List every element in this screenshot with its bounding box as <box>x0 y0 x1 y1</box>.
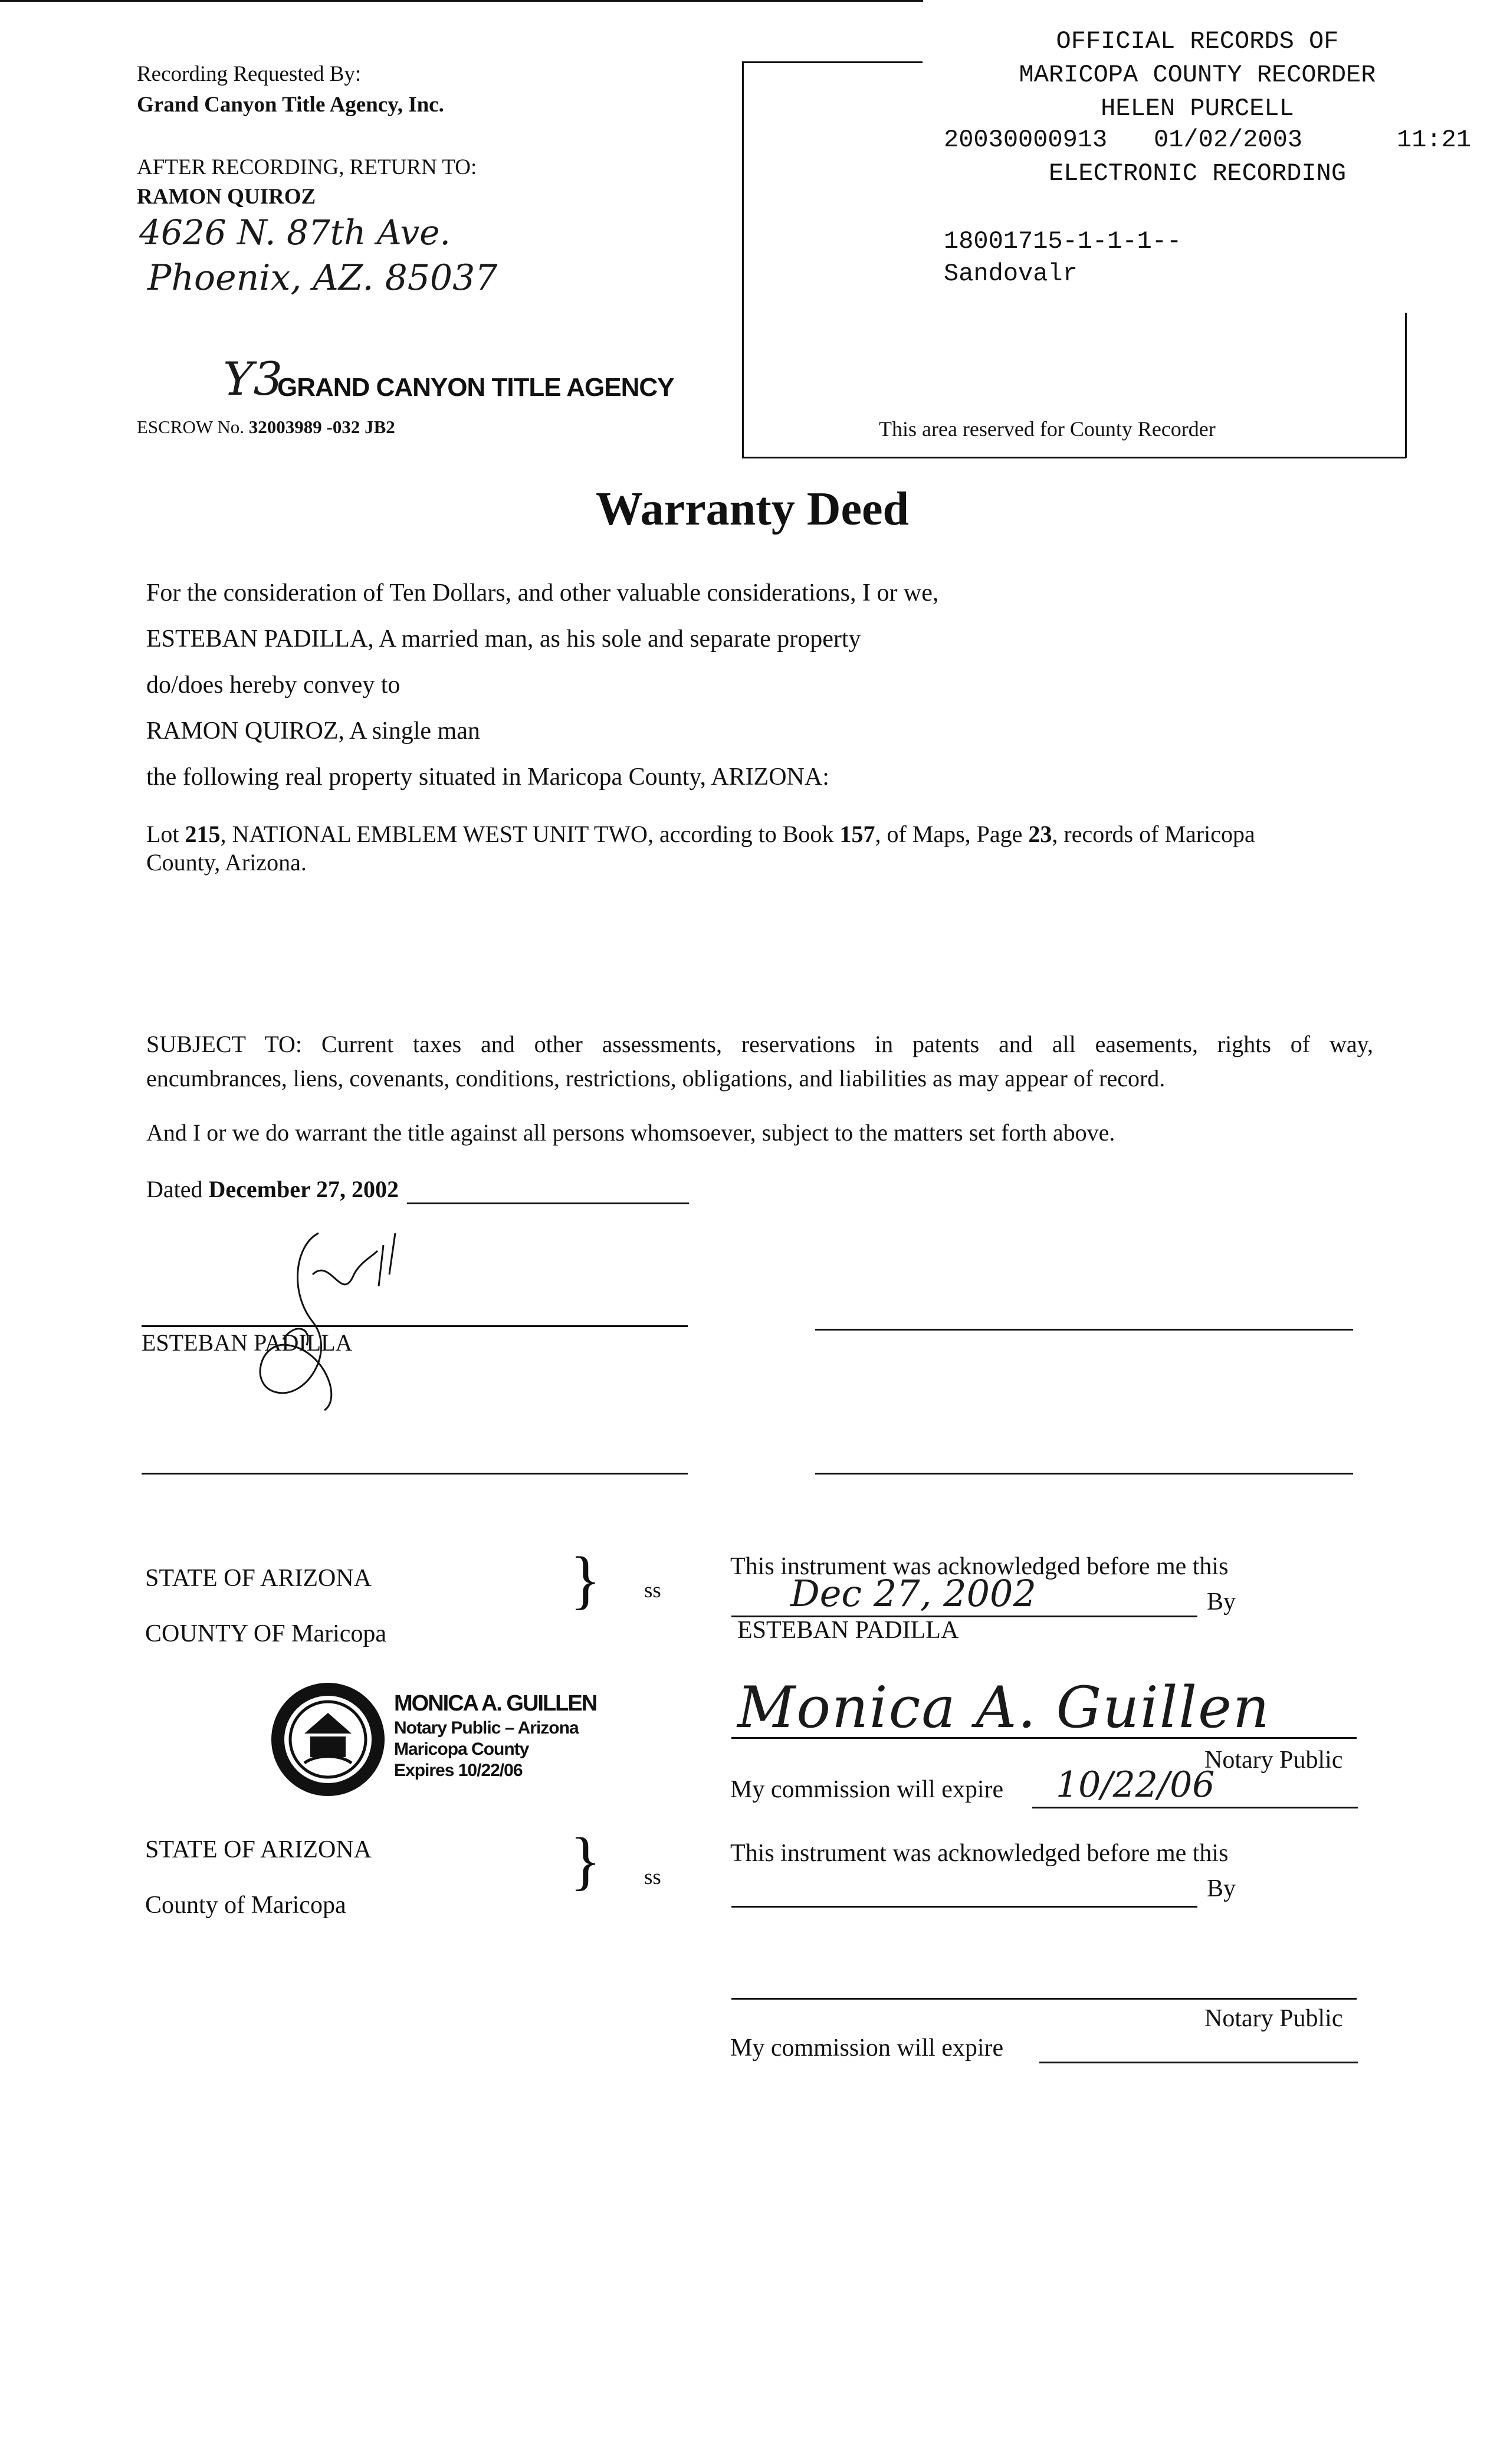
dated-label: Dated <box>146 1176 209 1202</box>
signature-line-right-2 <box>815 1473 1353 1475</box>
signature-line-left-2 <box>142 1473 688 1475</box>
notary1-county: COUNTY OF Maricopa <box>145 1620 387 1647</box>
dated-underline <box>407 1202 689 1204</box>
notary1-signature-line <box>731 1737 1357 1739</box>
recorder-line1: OFFICIAL RECORDS OF <box>1056 27 1339 55</box>
notary-seal-name: MONICA A. GUILLEN <box>394 1691 597 1716</box>
legal-p2: , NATIONAL EMBLEM WEST UNIT TWO, according to Book <box>220 821 840 847</box>
legal-description-line2: County, Arizona. <box>146 849 307 876</box>
after-recording-label: AFTER RECORDING, RETURN TO: <box>137 155 477 179</box>
recorder-box-top <box>742 61 923 63</box>
page-number: 23 <box>1028 821 1052 847</box>
notary2-commission-label: My commission will expire <box>730 2034 1004 2062</box>
legal-description-line1 <box>146 820 1255 848</box>
notary2-state: STATE OF ARIZONA <box>145 1836 372 1863</box>
subject-to-line2: encumbrances, liens, covenants, conditions, restrictions, obligations, and liabilities as may appear of record. <box>146 1065 1166 1092</box>
escrow-label: ESCROW No. <box>137 417 245 437</box>
recording-requested-label: Recording Requested By: <box>137 62 362 86</box>
legal-p1: Lot <box>146 821 185 847</box>
notary1-ack-date: Dec 27, 2002 <box>790 1572 1036 1615</box>
legal-p4: , records of Maricopa <box>1052 821 1255 847</box>
return-to-name: RAMON QUIROZ <box>137 185 316 209</box>
notary1-signature: Monica A. Guillen <box>737 1675 1271 1741</box>
recorder-clerk: Sandovalr <box>944 260 1078 288</box>
notary1-by-name: ESTEBAN PADILLA <box>737 1617 959 1644</box>
recorder-line2: MARICOPA COUNTY RECORDER <box>1019 61 1376 89</box>
notary1-commission-date: 10/22/06 <box>1056 1764 1215 1806</box>
handwritten-address-line1: 4626 N. 87th Ave. <box>139 212 451 253</box>
subject-to-line1: SUBJECT TO: Current taxes and other assessments, reservations in patents and all easements, rights of way, <box>146 1031 1373 1057</box>
notary-seal-icon <box>269 1680 387 1798</box>
recorder-box-bottom <box>742 457 1406 458</box>
notary2-date-line <box>731 1906 1197 1908</box>
notary1-public-label: Notary Public <box>1204 1747 1343 1774</box>
notary2-by-label: By <box>1207 1875 1236 1902</box>
book-number: 157 <box>839 821 875 847</box>
notary2-ack-text: This instrument was acknowledged before me this <box>730 1840 1229 1867</box>
handwritten-initials: Y3 <box>223 353 283 406</box>
recorder-reserved-note: This area reserved for County Recorder <box>879 417 1216 441</box>
recorder-doc-id: 18001715-1-1-1-- <box>944 227 1182 255</box>
grantor-signature <box>224 1221 413 1422</box>
grantor-signature-line <box>142 1325 688 1327</box>
notary1-by-label: By <box>1207 1588 1236 1616</box>
escrow-number: 32003989 -032 JB2 <box>248 417 395 437</box>
recorder-record-date: 01/02/2003 <box>1154 126 1303 154</box>
recorder-box-left <box>742 61 744 458</box>
notary2-commission-line <box>1039 2062 1358 2063</box>
signature-line-right-1 <box>815 1329 1353 1331</box>
warranty-text: And I or we do warrant the title against all persons whomsoever, subject to the matters set forth above. <box>146 1119 1115 1146</box>
recording-requested-by: Grand Canyon Title Agency, Inc. <box>137 93 444 117</box>
notary-seal-line3: Maricopa County <box>394 1739 529 1759</box>
convey-text: do/does hereby convey to <box>146 671 401 699</box>
dated-line <box>146 1175 399 1204</box>
recorder-box-right <box>1405 313 1407 458</box>
notary-seal-line2: Notary Public – Arizona <box>394 1718 579 1738</box>
recorder-line3: HELEN PURCELL <box>1101 94 1294 123</box>
notary2-signature-line <box>731 1998 1357 2000</box>
situated-text: the following real property situated in Maricopa County, ARIZONA: <box>146 764 829 791</box>
notary1-state: STATE OF ARIZONA <box>145 1565 372 1592</box>
grantor-signer-name: ESTEBAN PADILLA <box>142 1329 353 1356</box>
notary1-ss: ss <box>644 1578 661 1603</box>
notary2-ss: ss <box>644 1865 661 1889</box>
dated-value: December 27, 2002 <box>208 1176 399 1202</box>
page-top-border <box>0 0 923 2</box>
grantee-text: RAMON QUIROZ, A single man <box>146 717 480 745</box>
grantor-text: ESTEBAN PADILLA, A married man, as his sole and separate property <box>146 625 861 653</box>
agency-logo-text: GRAND CANYON TITLE AGENCY <box>277 373 674 402</box>
recorder-record-number: 20030000913 <box>944 126 1108 154</box>
notary2-brace: } <box>570 1824 601 1896</box>
notary2-public-label: Notary Public <box>1204 2005 1343 2032</box>
recorder-record-time: 11:21 <box>1397 126 1472 154</box>
notary2-county: County of Maricopa <box>145 1892 346 1919</box>
consideration-text: For the consideration of Ten Dollars, and other valuable considerations, I or we, <box>146 579 939 607</box>
notary1-commission-label: My commission will expire <box>730 1776 1004 1803</box>
notary1-brace: } <box>570 1544 601 1616</box>
recorder-stamp <box>938 25 1457 126</box>
recorder-recording-type: ELECTRONIC RECORDING <box>1048 159 1347 188</box>
page-title: Warranty Deed <box>596 483 910 535</box>
escrow-line <box>137 417 395 438</box>
notary-seal-line4: Expires 10/22/06 <box>394 1761 523 1780</box>
notary1-commission-line <box>1032 1807 1358 1808</box>
legal-p3: , of Maps, Page <box>875 821 1029 847</box>
handwritten-address-line2: Phoenix, AZ. 85037 <box>147 257 498 299</box>
notary1-ack-text: This instrument was acknowledged before me this <box>730 1553 1229 1580</box>
lot-number: 215 <box>185 821 221 847</box>
